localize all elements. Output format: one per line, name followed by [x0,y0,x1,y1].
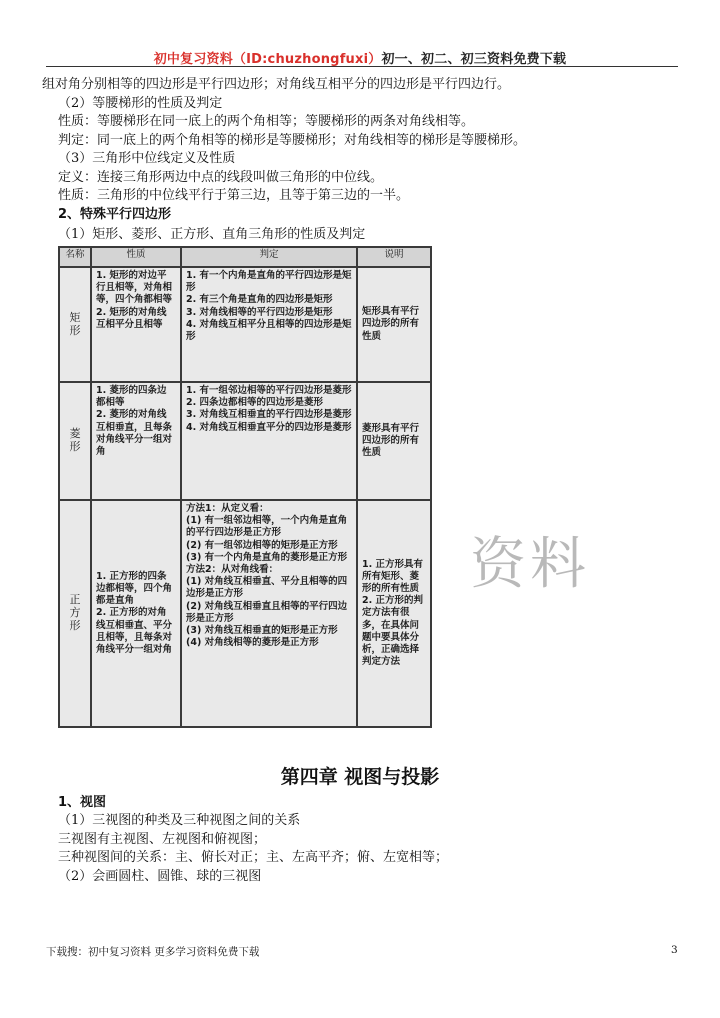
text-line: （3）三角形中位线定义及性质 [58,151,236,166]
table-row-square [59,500,431,727]
text-line: 判定：同一底上的两个角相等的梯形是等腰梯形；对角线相等的梯形是等腰梯形。 [58,133,527,148]
page-header [0,48,720,67]
text-line: 性质：三角形的中位线平行于第三边，且等于第三边的一半。 [58,188,410,203]
row-name: 菱形 [69,427,81,454]
row-property: 1. 矩形的对边平行且相等，对角相等，四个角都相等 2. 矩形的对角线互相平分且相等 [96,270,173,330]
text-line: 组对角分别相等的四边形是平行四边形；对角线互相平分的四边形是平行四边行。 [42,77,511,92]
row-note: 矩形具有平行四边形的所有性质 [362,306,420,342]
row-note: 菱形具有平行四边形的所有性质 [362,422,420,459]
row-property: 1. 菱形的四条边都相等 2. 菱形的对角线互相垂直，且每条对角线平分一组对角 [96,385,173,458]
header-source: 初中复习资料（ID:chuzhongfuxi） [153,52,382,67]
text-line: 三种视图间的关系：主、俯长对正；主、左高平齐；俯、左宽相等； [58,850,449,865]
footer-text: 下载搜：初中复习资料 更多学习资料免费下载 [46,946,260,958]
text-line: （1）三视图的种类及三种视图之间的关系 [58,813,301,828]
text-line: （1）矩形、菱形、正方形、直角三角形的性质及判定 [58,227,366,242]
header-judgement: 判定 [181,247,357,267]
text-line: （2）会画圆柱、圆锥、球的三视图 [58,869,262,884]
chapter-title: 第四章 视图与投影 [280,766,440,788]
text-line: 三视图有主视图、左视图和俯视图； [58,832,267,847]
text-line: 性质：等腰梯形在同一底上的两个角相等；等腰梯形的两条对角线相等。 [58,114,475,129]
header-name: 名称 [59,247,91,267]
properties-table [58,246,432,728]
header-property: 性质 [91,247,181,267]
table-row-rhombus [59,382,431,500]
page-number: 3 [671,944,678,956]
row-name: 矩形 [69,310,81,337]
section-heading: 2、特殊平行四边形 [58,207,172,222]
row-judgement: 1. 有一个内角是直角的平行四边形是矩形 2. 有三个角是直角的四边形是矩形 3. 对角线相等的平行四边形是矩形 4. 对角线互相平分且相等的四边形是矩形 [186,270,352,343]
row-property: 1. 正方形的四条边都相等，四个角都是直角 2. 正方形的对角线互相垂直、平分且相等，且每条对角线平分一组对角 [96,570,173,655]
header-note: 说明 [357,247,431,267]
text-line: （2）等腰梯形的性质及判定 [58,96,223,111]
text-line: 定义：连接三角形两边中点的线段叫做三角形的中位线。 [58,170,384,185]
watermark: 资料 [470,532,590,597]
section-heading: 1、视图 [58,795,107,810]
header-tagline: 初一、初二、初三资料免费下载 [381,52,567,67]
row-judgement: 1. 有一组邻边相等的平行四边形是菱形 2. 四条边都相等的四边形是菱形 3. 对角线互相垂直的平行四边形是菱形 4. 对角线互相垂直平分的四边形是菱形 [186,385,352,433]
table-header-row [59,247,431,267]
header-rule [46,66,678,67]
row-judgement: 方法1：从定义看： (1) 有一组邻边相等，一个内角是直角的平行四边形是正方形 (2) 有一组邻边相等的矩形是正方形 (3) 有一个内角是直角的菱形是正方形 方法2：从对角线看： (1) 对角线互相垂直、平分且相等的四边形是正方形 (2) 对角线互相垂直且相等的平行四边形是正方形 (3) 对角线互相垂直的矩形是正方形 (4) 对角线相等的菱形是正方形 [186,503,348,649]
row-note: 1. 正方形具有所有矩形、菱形的所有性质 2. 正方形的判定方法有很多，在具体问题中要具体分析，正确选择判定方法 [362,558,424,668]
table-row-rectangle [59,267,431,382]
properties-table-image [58,246,432,728]
row-name: 正方形 [69,593,81,633]
